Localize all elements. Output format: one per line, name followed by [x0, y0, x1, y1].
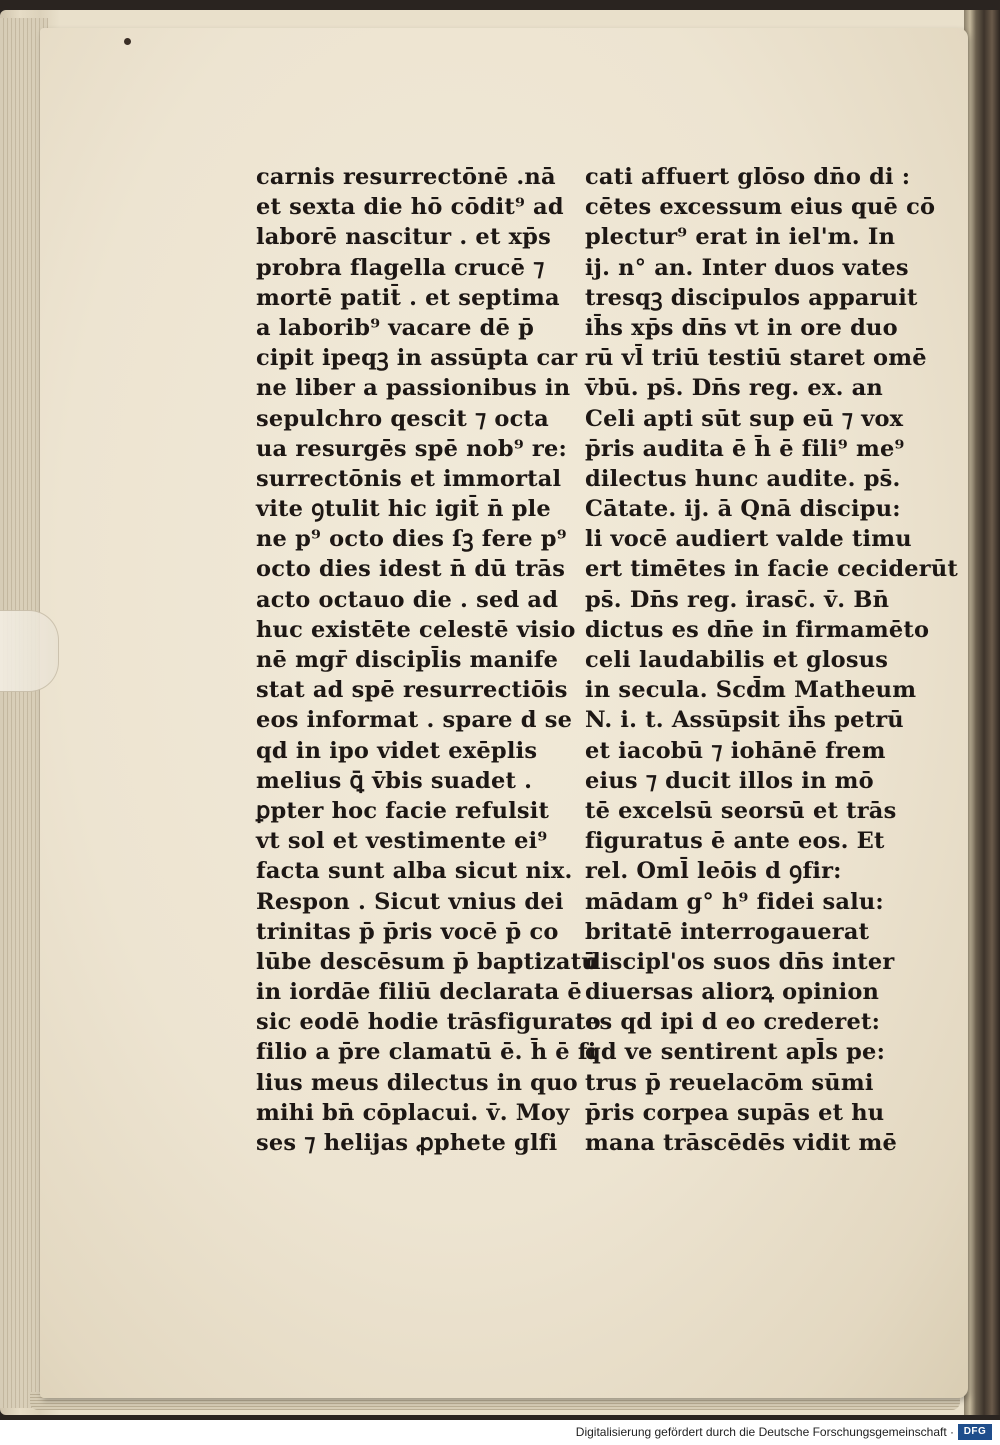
text-line: vt sol et vestimente ei⁹ — [256, 828, 548, 855]
text-line: dilectus hunc audite. ps̄. — [585, 465, 901, 492]
text-line: probra flagella crucē ⁊ — [256, 254, 545, 281]
text-line: sic eodē hodie trāsfigurato — [256, 1009, 601, 1036]
text-line: a laborib⁹ vacare dē p̄ — [256, 314, 535, 341]
text-line: mādam g° h⁹ fidei salu: — [585, 888, 884, 915]
text-line: dictus es dn̄e in firmamēto — [585, 616, 930, 643]
text-line: discipl'os suos dn̄s inter — [585, 948, 895, 975]
footer-bar — [0, 1420, 1000, 1445]
text-line: trinitas p̄ p̄ris vocē p̄ co — [256, 918, 559, 945]
text-line: ps̄. Dn̄s reg. irasc̄. v̄. Bn̄ — [585, 586, 890, 613]
text-column-right — [585, 162, 958, 1158]
footer-credit: Digitalisierung gefördert durch die Deutsche Forschungsgemeinschaft · — [575, 1425, 954, 1439]
text-line: stat ad spē resurrectiōis — [256, 677, 568, 704]
text-line: es qd ipi d eo crederet: — [585, 1009, 881, 1036]
text-line: Cātate. ij. ā Qnā discipu: — [585, 496, 901, 523]
text-line: ij. n° an. Inter duos vates — [585, 254, 909, 281]
text-line: cati affuert glōso dn̄o di : — [585, 164, 911, 190]
text-line: lius meus dilectus in quo — [256, 1069, 578, 1096]
text-line: Celi apti sūt sup eū ⁊ vox — [585, 405, 904, 432]
text-line: in iordāe filiū declarata ē — [256, 979, 582, 1006]
dfg-logo-icon: DFG — [958, 1424, 992, 1440]
text-line: mihi bn̄ cōplacui. v̄. Moy — [256, 1099, 570, 1126]
text-line: N. i. t. Assūpsit ih̄s petrū — [585, 707, 904, 734]
text-line: britatē interrogauerat — [585, 918, 870, 945]
text-line: eos informat . spare d se — [256, 707, 573, 734]
text-line: v̄bū. ps̄. Dn̄s reg. ex. an — [585, 375, 883, 402]
text-line: mortē patit̄ . et septima — [256, 284, 560, 311]
text-column-left — [256, 162, 601, 1158]
text-line: ꝑpter hoc facie refulsit — [256, 797, 550, 824]
text-line: cipit ipeqꝫ in assūpta car — [256, 345, 578, 372]
text-line: huc existēte celestē visio — [256, 616, 576, 643]
text-line: tresqꝫ discipulos apparuit — [585, 284, 918, 311]
text-line: mana trāscēdēs vidit mē — [585, 1130, 898, 1156]
text-line: eius ⁊ ducit illos in mō — [585, 767, 874, 794]
text-line: trus p̄ reuelacōm sūmi — [585, 1069, 874, 1096]
text-line: li vocē audiert valde timu — [585, 526, 912, 553]
text-line: ert timētes in facie ceciderūt — [585, 556, 958, 583]
book-right-edge — [964, 10, 1000, 1415]
text-line: p̄ris corpea supās et hu — [585, 1099, 885, 1126]
text-line: facta sunt alba sicut nix. — [256, 858, 573, 885]
text-line: carnis resurrectōnē .nā — [256, 164, 556, 190]
text-line: plectur⁹ erat in iel'm. In — [585, 224, 896, 251]
text-line: lūbe descēsum p̄ baptizatū — [256, 948, 598, 975]
text-line: rū vl̄ triū testiū staret omē — [585, 345, 927, 372]
text-line: ih̄s xp̄s dn̄s vt in ore duo — [585, 314, 898, 341]
text-line: laborē nascitur . et xp̄s — [256, 224, 551, 251]
text-line: melius ꝗ̄ v̄bis suadet . — [256, 767, 533, 794]
text-line: Respon . Sicut vnius dei — [256, 888, 564, 915]
text-line: nē mgr̄ discipl̄is manife — [256, 647, 559, 673]
text-line: celi laudabilis et glosus — [585, 647, 889, 673]
text-line: acto octauo die . sed ad — [256, 586, 559, 613]
text-line: surrectōnis et immortal — [256, 465, 562, 492]
text-line: diuersas aliorꝝ opinion — [585, 979, 880, 1006]
text-line: cētes excessum eius quē cō — [585, 194, 936, 221]
ink-spot — [124, 38, 131, 45]
text-line: octo dies idest n̄ dū trās — [256, 556, 566, 583]
text-line: tē excelsū seorsū et trās — [585, 797, 897, 824]
text-line: qd ve sentirent apl̄s pe: — [585, 1039, 886, 1066]
text-line: vite ꝯtulit hic igit̄ n̄ ple — [256, 496, 551, 523]
text-line: qd in ipo videt exēplis — [256, 737, 538, 764]
text-line: in secula. Scd̄m Matheum — [585, 677, 917, 704]
text-line: p̄ris audita ē h̄ ē fili⁹ me⁹ — [585, 435, 905, 462]
text-line: ua resurgēs spē nob⁹ re: — [256, 435, 567, 462]
text-line: sepulchro qescit ⁊ octa — [256, 405, 549, 432]
text-line: filio a p̄re clamatū ē. h̄ ē fi — [256, 1039, 597, 1066]
text-line: rel. Oml̄ leōis d ꝯfir: — [585, 858, 842, 885]
text-line: ses ⁊ helijas ꝓphete glfi — [256, 1130, 558, 1156]
text-line: et sexta die hō cōdit⁹ ad — [256, 194, 564, 221]
text-line: ne liber a passionibus in — [256, 375, 571, 402]
text-line: et iacobū ⁊ iohānē frem — [585, 737, 886, 764]
text-line: ne p⁹ octo dies ſꝫ fere p⁹ — [256, 526, 567, 553]
text-line: figuratus ē ante eos. Et — [585, 828, 885, 855]
page-tab-marker — [0, 610, 59, 692]
